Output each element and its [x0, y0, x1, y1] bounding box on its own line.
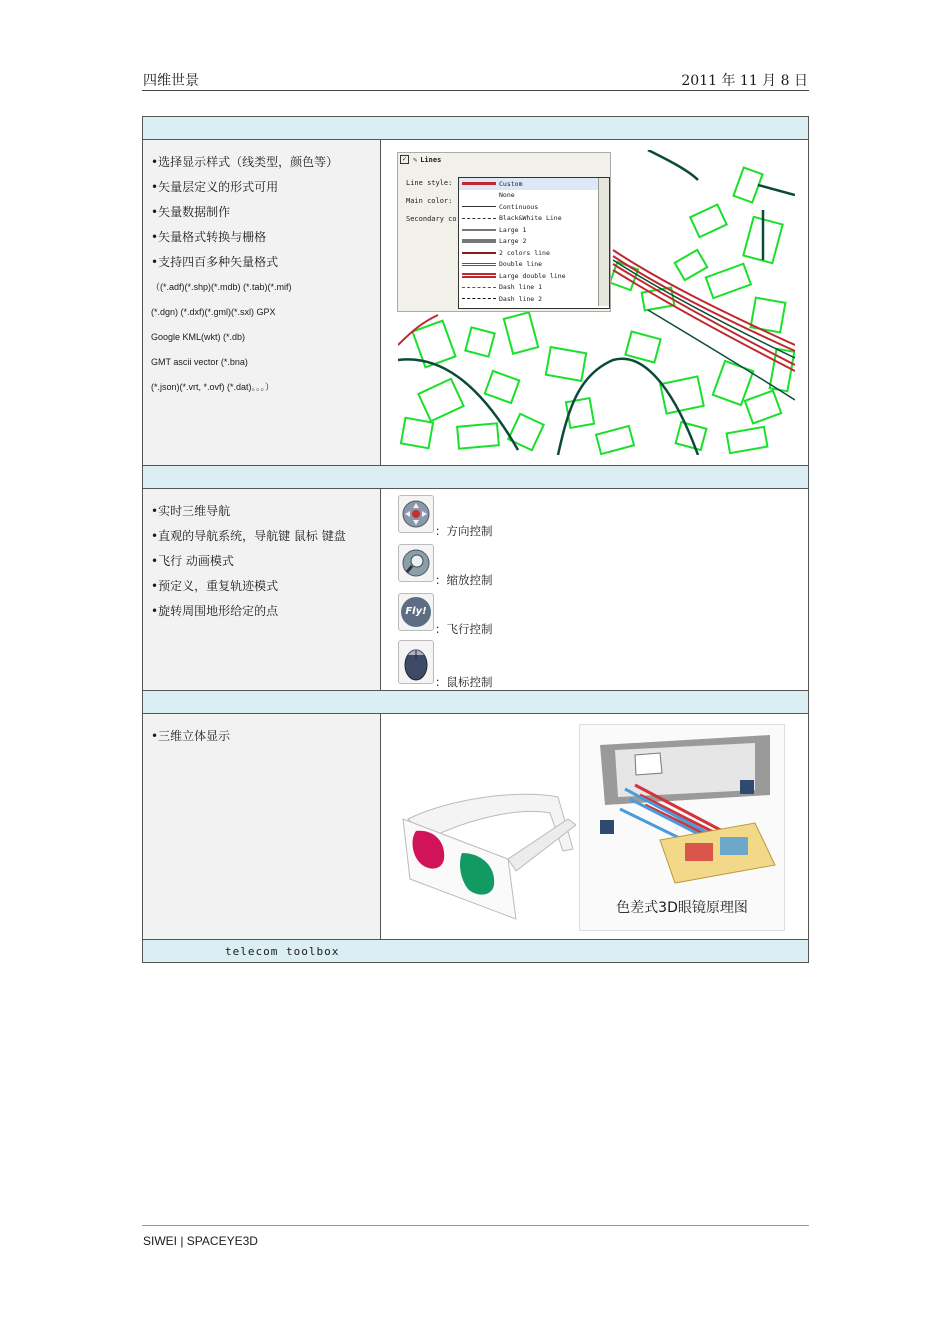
main-color-label: Main color: — [406, 197, 453, 205]
list-item: •矢量格式转换与栅格 — [151, 230, 267, 244]
list-item: •三维立体显示 — [151, 729, 231, 743]
dropdown-option-selected[interactable]: Custom — [459, 178, 609, 190]
lines-style-widget — [397, 152, 611, 312]
list-item: •直观的导航系统，导航键 鼠标 键盘 — [151, 529, 346, 543]
format-line: GMT ascii vector (*.bna) — [151, 357, 248, 367]
stereo-feature-list — [143, 714, 381, 939]
list-item: •选择显示样式（线类型，颜色等） — [151, 155, 339, 169]
anaglyph-principle-image — [579, 724, 785, 931]
footer-text: SIWEI | SPACEYE3D — [143, 1234, 258, 1248]
list-item: •旋转周围地形给定的点 — [151, 604, 279, 618]
zoom-control — [398, 544, 493, 587]
zoom-control-label: ：缩放控制 — [435, 573, 493, 587]
section-stereo-header — [142, 690, 809, 714]
fly-icon[interactable]: Fly! — [398, 593, 434, 631]
secondary-color-label: Secondary co — [406, 215, 457, 223]
header-rule — [142, 90, 809, 91]
feature-table — [142, 116, 809, 963]
format-line: (*.json)(*.vrt, *.ovf) (*.dat)。。。） — [151, 382, 275, 392]
list-item: •矢量数据制作 — [151, 205, 231, 219]
dropdown-option[interactable]: None — [499, 191, 515, 200]
vector-feature-list — [143, 140, 381, 465]
dropdown-option[interactable]: Large 1 — [459, 224, 609, 236]
list-item: •矢量层定义的形式可用 — [151, 180, 279, 194]
fly-control-label: ：飞行控制 — [435, 622, 493, 636]
dropdown-option[interactable]: Dash line 1 — [459, 282, 609, 294]
format-line: Google KML(wkt) (*.db) — [151, 332, 246, 342]
list-item: •飞行 动画模式 — [151, 554, 234, 568]
dropdown-option[interactable]: Continuous — [459, 201, 609, 213]
dropdown-option[interactable]: Double line — [459, 259, 609, 271]
section-vector-header — [142, 116, 809, 140]
section-nav-body — [142, 489, 809, 690]
zoom-icon[interactable] — [398, 544, 434, 582]
section-stereo-body — [142, 714, 809, 939]
pencil-icon: ✎ — [413, 155, 418, 164]
format-line: （(*.adf)(*.shp)(*.mdb) (*.tab)(*.mif) — [151, 282, 292, 292]
format-line: (*.dgn) (*.dxf)(*.gml)(*.sxl) GPX — [151, 307, 276, 317]
header-left: 四维世景 — [143, 73, 199, 89]
dropdown-option[interactable]: Dash line 2 — [459, 293, 609, 305]
dropdown-option[interactable]: 2 colors line — [459, 247, 609, 259]
footer-rule — [142, 1225, 809, 1226]
section-telecom-header: telecom toolbox — [142, 939, 809, 963]
section-nav-header — [142, 465, 809, 489]
mouse-control — [398, 640, 493, 689]
fly-control — [398, 593, 493, 636]
section-vector-body — [142, 140, 809, 465]
principle-diagram — [580, 725, 784, 895]
vector-map-panel — [381, 140, 808, 465]
line-style-dropdown[interactable] — [458, 177, 610, 309]
header-right: 2011 年 11 月 8 日 — [681, 73, 808, 89]
dropdown-option[interactable]: Black&White Line — [459, 213, 609, 225]
stereo-images-panel — [381, 714, 808, 939]
principle-caption: 色差式3D眼镜原理图 — [616, 900, 748, 916]
dropdown-option[interactable]: Large 2 — [459, 236, 609, 248]
direction-icon[interactable] — [398, 495, 434, 533]
nav-controls-panel — [381, 489, 808, 690]
dropdown-option[interactable]: Large double line — [459, 270, 609, 282]
mouse-control-label: ：鼠标控制 — [435, 675, 493, 689]
dropdown-scrollbar[interactable] — [598, 178, 609, 306]
checkbox-checked[interactable]: ✓ — [400, 155, 409, 164]
list-item: •实时三维导航 — [151, 504, 231, 518]
list-item: •预定义，重复轨迹模式 — [151, 579, 279, 593]
nav-feature-list — [143, 489, 381, 690]
direction-control-label: ：方向控制 — [435, 524, 493, 538]
line-style-label: Line style: — [406, 179, 453, 187]
list-item: •支持四百多种矢量格式 — [151, 255, 279, 269]
widget-title: Lines — [420, 155, 442, 164]
mouse-icon[interactable] — [398, 640, 434, 684]
direction-control — [398, 495, 493, 538]
anaglyph-glasses-image — [398, 779, 576, 927]
